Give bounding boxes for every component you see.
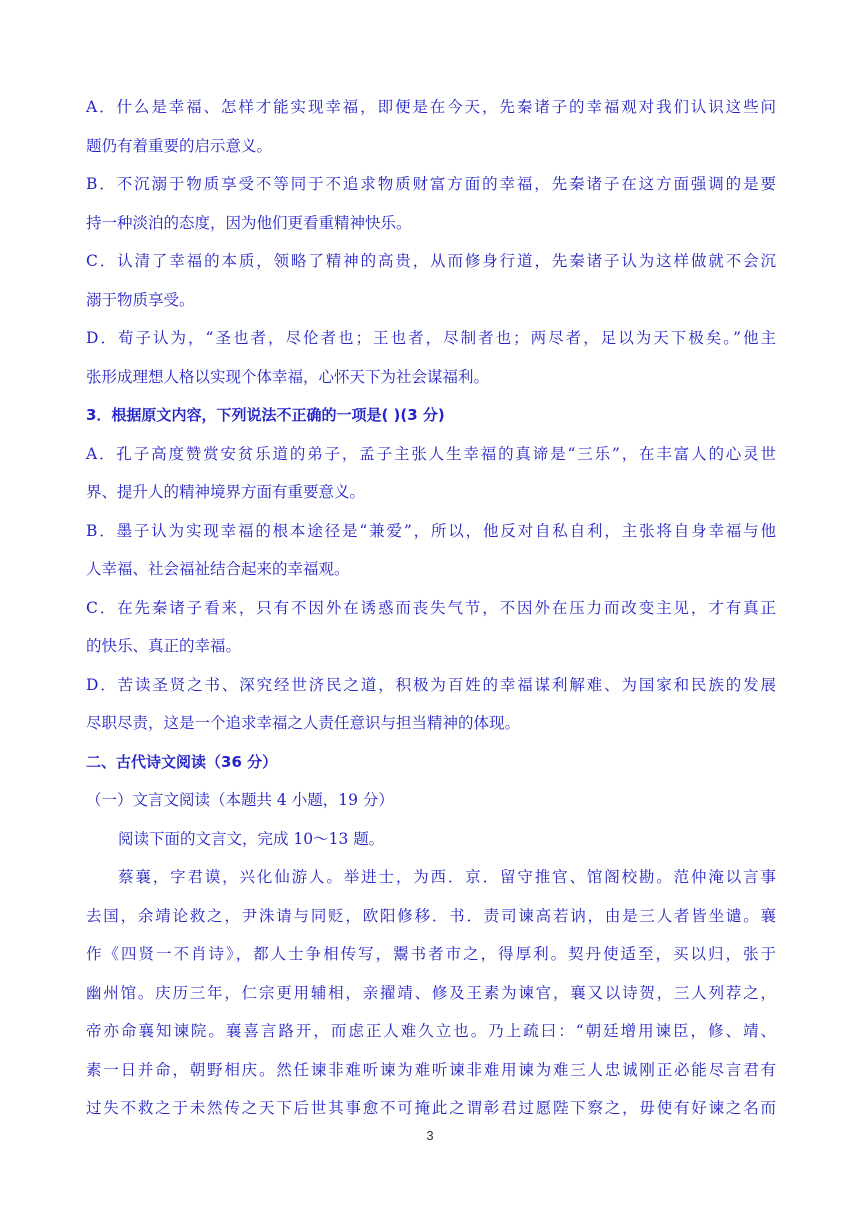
q2-option-d-line1: D．荀子认为，“圣也者，尽伦者也；王也者，尽制者也；两尽者，足以为天下极矣。”他主 [86, 329, 776, 347]
passage-line: 素一日并命，朝野相庆。然任谏非难听谏为难听谏非难用谏为难三人忠诚刚正必能尽言君有 [86, 1060, 776, 1079]
section-subtitle: （一）文言文阅读（本题共 4 小题，19 分） [86, 791, 394, 809]
reading-instruction: 阅读下面的文言文，完成 10～13 题。 [118, 829, 385, 848]
page-number: 3 [426, 1128, 434, 1143]
q2-option-c-line1: C．认清了幸福的本质，领略了精神的高贵，从而修身行道，先秦诸子认为这样做就不会沉 [86, 252, 776, 270]
q2-option-b-line1: B．不沉溺于物质享受不等同于不追求物质财富方面的幸福，先秦诸子在这方面强调的是要 [86, 175, 776, 193]
passage-line: 帝亦命襄知谏院。襄喜言路开，而虑正人难久立也。乃上疏曰：“朝廷增用谏臣，修、靖、 [86, 1022, 776, 1040]
passage-line: 幽州馆。庆历三年，仁宗更用辅相，亲擢靖、修及王素为谏官，襄又以诗贺，三人列荐之， [86, 983, 776, 1002]
q3-option-b-line1: B．墨子认为实现幸福的根本途径是“兼爱”，所以，他反对自私自利，主张将自身幸福与他 [86, 521, 776, 540]
q3-option-c-line2: 的快乐、真正的幸福。 [86, 637, 242, 655]
section-title: 二、古代诗文阅读（36 分） [86, 752, 278, 771]
q3-option-c-line1: C．在先秦诸子看来，只有不因外在诱惑而丧失气节，不因外在压力而改变主见，才有真正 [86, 598, 776, 617]
q2-option-a-line2: 题仍有着重要的启示意义。 [86, 136, 273, 155]
q2-option-a-line1: A．什么是幸福、怎样才能实现幸福，即便是在今天，先秦诸子的幸福观对我们认识这些问 [86, 98, 776, 116]
q3-option-b-line2: 人幸福、社会福祉结合起来的幸福观。 [86, 560, 350, 578]
q2-option-c-line2: 溺于物质享受。 [86, 290, 195, 309]
q3-option-d-line1: D．苦读圣贤之书、深究经世济民之道，积极为百姓的幸福谋利解难、为国家和民族的发展 [86, 675, 776, 694]
q3-option-a-line2: 界、提升人的精神境界方面有重要意义。 [86, 483, 366, 501]
q3-option-d-line2: 尽职尽责，这是一个追求幸福之人责任意识与担当精神的体现。 [86, 714, 521, 732]
q3-option-a-line1: A．孔子高度赞赏安贫乐道的弟子，孟子主张人生幸福的真谛是“三乐”，在丰富人的心灵世 [86, 444, 776, 463]
passage-line: 蔡襄，字君谟，兴化仙游人。举进士，为西．京．留守推官、馆阁校勘。范仲淹以言事 [118, 868, 776, 886]
passage-line: 去国，余靖论救之，尹洙请与同贬，欧阳修移．书．责司谏高若讷，由是三人者皆坐谴。襄 [86, 906, 776, 925]
document-page [86, 88, 776, 1128]
q2-option-d-line2: 张形成理想人格以实现个体幸福，心怀天下为社会谋福利。 [86, 367, 490, 386]
passage-line: 过失不救之于未然传之天下后世其事愈不可掩此之谓彰君过愿陛下察之，毋使有好谏之名而 [86, 1099, 776, 1117]
q2-option-b-line2: 持一种淡泊的态度，因为他们更看重精神快乐。 [86, 213, 412, 232]
q3-title: 3．根据原文内容，下列说法不正确的一项是( )(3 分) [86, 406, 445, 424]
passage-line: 作《四贤一不肖诗》，都人士争相传写，鬻书者市之，得厚利。契丹使适至，买以归，张于 [86, 945, 776, 963]
